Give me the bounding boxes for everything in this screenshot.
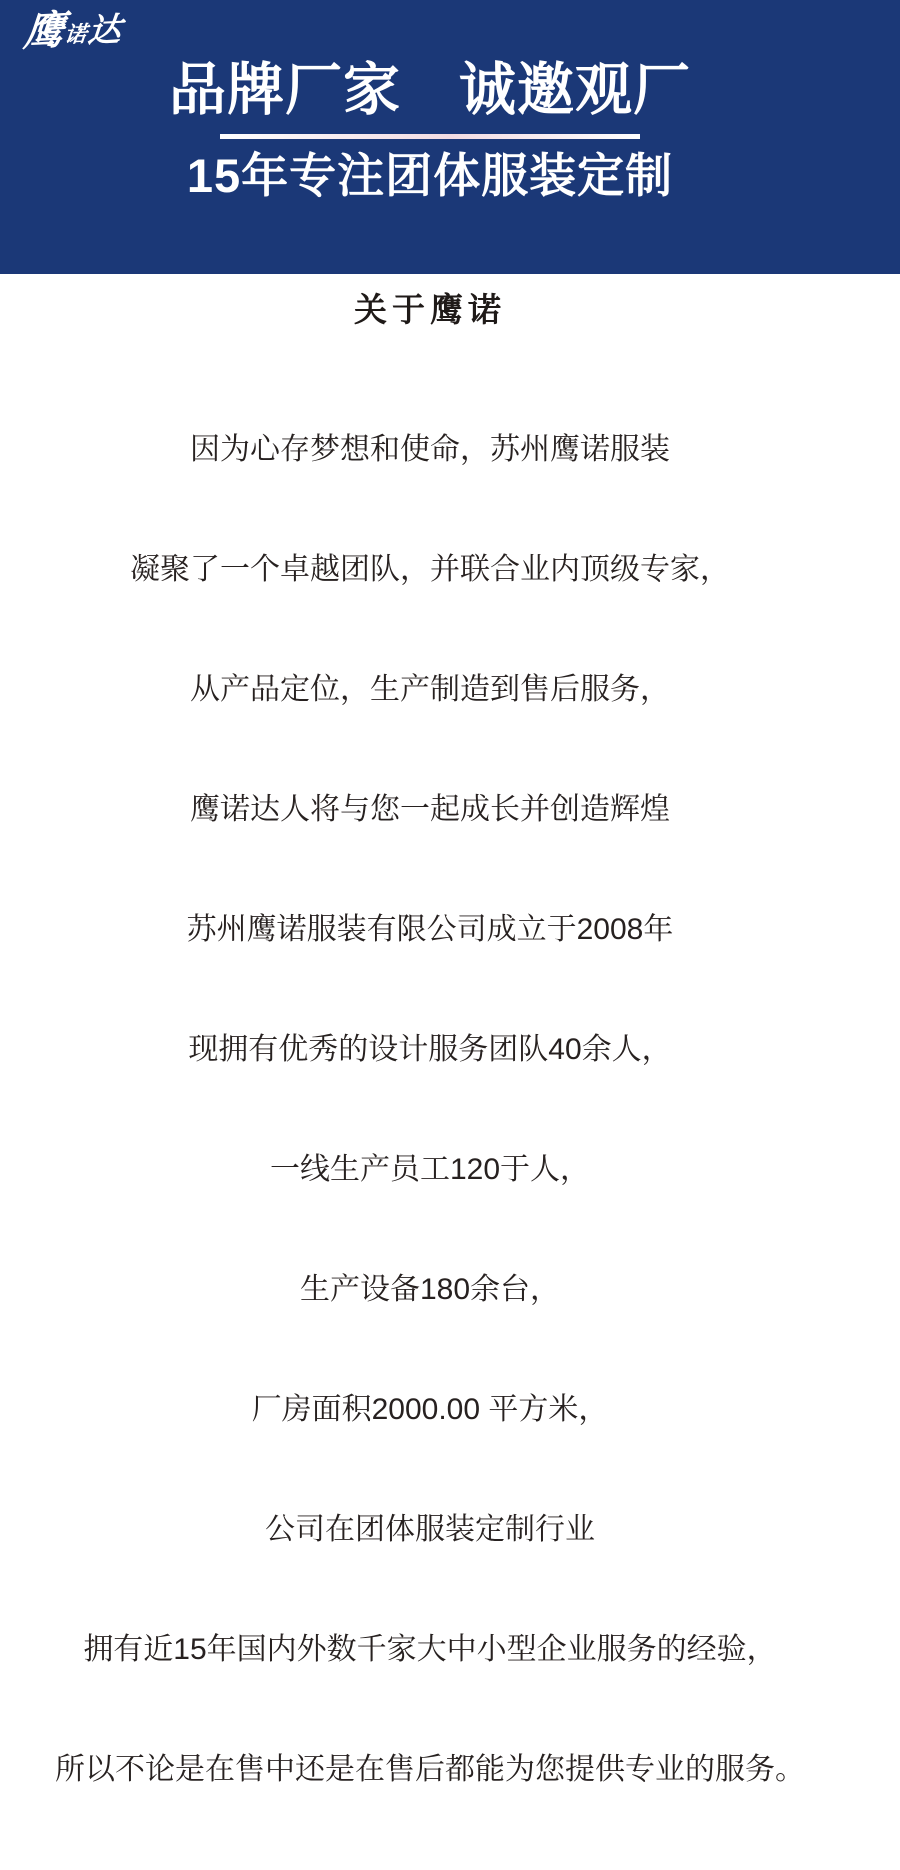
title-divider — [220, 134, 640, 139]
about-line: 从产品定位，生产制造到售后服务， — [190, 673, 670, 706]
about-line: 现拥有优秀的设计服务团队40余人， — [188, 1033, 672, 1066]
about-line: 一线生产员工120于人， — [269, 1153, 591, 1186]
brand-logo-char: 达 — [86, 10, 123, 50]
about-line: 因为心存梦想和使命，苏州鹰诺服装 — [190, 433, 670, 466]
hero-content — [0, 0, 900, 202]
brand-logo — [21, 7, 123, 55]
hero-subtitle: 15年专注团体服装定制 — [186, 149, 674, 202]
about-line: 生产设备180余台， — [299, 1273, 561, 1306]
about-line: 所以不论是在售中还是在售后都能为您提供专业的服务。 — [55, 1753, 805, 1786]
about-line: 鹰诺达人将与您一起成长并创造辉煌 — [190, 793, 670, 826]
hero-banner — [0, 0, 900, 274]
brand-logo-char: 诺 — [63, 21, 88, 48]
hero-title: 品牌厂家 诚邀观厂 — [169, 58, 691, 122]
about-heading: 关于鹰诺 — [354, 291, 506, 328]
about-section — [0, 292, 900, 1870]
brand-logo-char: 鹰 — [21, 8, 66, 55]
about-line: 苏州鹰诺服装有限公司成立于2008年 — [186, 913, 674, 946]
about-line: 拥有近15年国内外数千家大中小型企业服务的经验， — [83, 1633, 777, 1666]
about-paragraph — [0, 350, 860, 1870]
about-line: 公司在团体服装定制行业 — [265, 1513, 595, 1546]
about-line: 凝聚了一个卓越团队，并联合业内顶级专家， — [130, 553, 730, 586]
about-line: 厂房面积2000.00 平方米， — [251, 1393, 609, 1426]
